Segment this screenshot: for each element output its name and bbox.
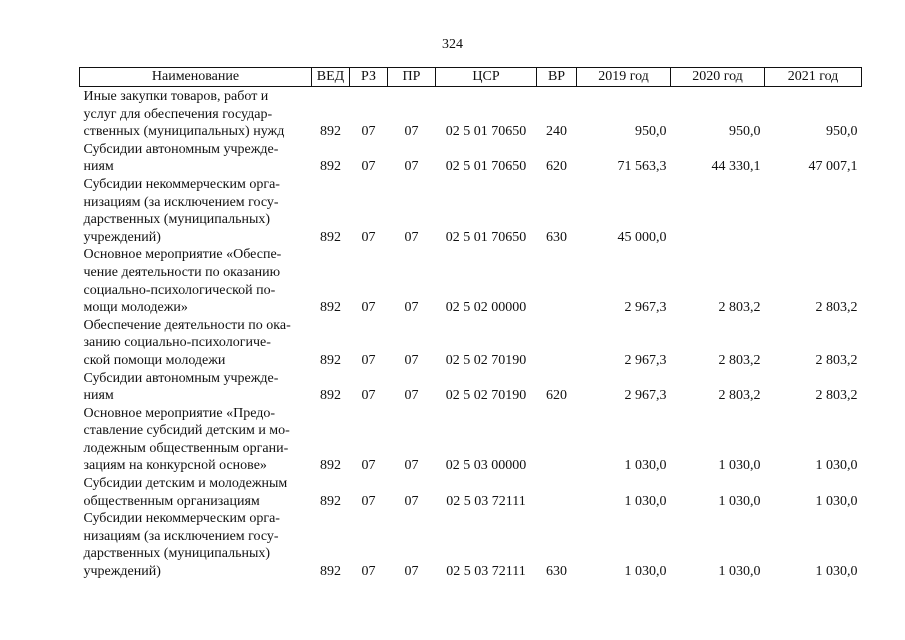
cell-rz: 07 xyxy=(361,159,376,175)
cell-pr: 07 xyxy=(404,229,419,245)
table-row xyxy=(80,317,862,370)
cell-2019: 2 967,3 xyxy=(624,300,667,316)
cell-ved: 892 xyxy=(320,458,341,474)
column-header-pr: ПР xyxy=(388,68,436,87)
table-row xyxy=(80,176,862,246)
cell-2019: 45 000,0 xyxy=(617,229,667,245)
cell-2021: 2 803,2 xyxy=(815,388,858,404)
cell-2021: 950,0 xyxy=(826,124,858,140)
cell-ved: 892 xyxy=(320,388,341,404)
cell-csr: 02 5 01 70650 xyxy=(445,229,527,245)
column-header-vr: ВР xyxy=(537,68,577,87)
cell-2020: 1 030,0 xyxy=(718,458,761,474)
cell-name-line: Субсидии некоммерческим орга- xyxy=(83,176,280,192)
cell-csr: 02 5 03 00000 xyxy=(445,458,527,474)
cell-2021: 2 803,2 xyxy=(815,300,858,316)
table-row xyxy=(80,405,862,475)
cell-vr xyxy=(537,405,577,475)
cell-name-line: Основное мероприятие «Обеспе- xyxy=(83,247,282,263)
cell-ved: 892 xyxy=(320,159,341,175)
column-header-2019: 2019 год xyxy=(577,68,671,87)
cell-vr xyxy=(537,317,577,370)
cell-name-line: учреждений) xyxy=(83,229,161,245)
cell-name-line: низациям (за исключением госу- xyxy=(83,194,279,210)
cell-ved: 892 xyxy=(320,124,341,140)
cell-name-line: дарственных (муниципальных) xyxy=(83,212,271,228)
cell-vr: 630 xyxy=(546,564,567,580)
table-row xyxy=(80,475,862,510)
cell-name xyxy=(80,87,312,141)
cell-name-line: Субсидии некоммерческим орга- xyxy=(83,511,280,527)
cell-2020: 950,0 xyxy=(729,124,761,140)
cell-name-line: чение деятельности по оказанию xyxy=(83,264,281,280)
cell-pr: 07 xyxy=(404,352,419,368)
cell-rz: 07 xyxy=(361,564,376,580)
cell-ved: 892 xyxy=(320,564,341,580)
cell-2019: 2 967,3 xyxy=(624,388,667,404)
cell-name-line: учреждений) xyxy=(83,564,161,580)
cell-name-line: Основное мероприятие «Предо- xyxy=(83,405,276,421)
column-header-name: Наименование xyxy=(80,68,312,87)
column-header-2020: 2020 год xyxy=(671,68,765,87)
table-row xyxy=(80,370,862,405)
cell-name-line: дарственных (муниципальных) xyxy=(83,546,271,562)
cell-pr: 07 xyxy=(404,564,419,580)
cell-2021: 1 030,0 xyxy=(815,493,858,509)
cell-name-line: мощи молодежи» xyxy=(83,300,188,316)
cell-name xyxy=(80,370,312,405)
page-number: 324 xyxy=(442,37,463,52)
column-header-csr: ЦСР xyxy=(436,68,537,87)
cell-2020: 2 803,2 xyxy=(718,300,761,316)
cell-vr: 630 xyxy=(546,229,567,245)
table-row xyxy=(80,141,862,176)
cell-name-line: ственных (муниципальных) нужд xyxy=(83,124,285,140)
cell-rz: 07 xyxy=(361,458,376,474)
cell-2021: 47 007,1 xyxy=(808,159,858,175)
cell-name-line: низациям (за исключением госу- xyxy=(83,528,279,544)
cell-name-line: общественным организациям xyxy=(83,493,260,509)
cell-csr: 02 5 01 70650 xyxy=(445,159,527,175)
cell-csr: 02 5 02 70190 xyxy=(445,352,527,368)
cell-ved: 892 xyxy=(320,300,341,316)
cell-2021 xyxy=(765,176,862,246)
cell-rz: 07 xyxy=(361,352,376,368)
cell-2020: 2 803,2 xyxy=(718,388,761,404)
cell-name xyxy=(80,475,312,510)
cell-rz: 07 xyxy=(361,388,376,404)
cell-vr: 620 xyxy=(546,159,567,175)
cell-2019: 71 563,3 xyxy=(617,159,667,175)
cell-name-line: Субсидии автономным учрежде- xyxy=(83,370,279,386)
cell-name-line: ниям xyxy=(83,388,114,404)
column-header-rz: РЗ xyxy=(350,68,388,87)
cell-2021: 1 030,0 xyxy=(815,564,858,580)
cell-vr xyxy=(537,246,577,316)
column-header-ved: ВЕД xyxy=(312,68,350,87)
cell-name-line: занию социально-психологиче- xyxy=(83,335,271,351)
cell-name-line: ниям xyxy=(83,159,114,175)
cell-name-line: зациям на конкурсной основе» xyxy=(83,458,267,474)
cell-vr xyxy=(537,475,577,510)
cell-rz: 07 xyxy=(361,229,376,245)
cell-pr: 07 xyxy=(404,300,419,316)
cell-pr: 07 xyxy=(404,159,419,175)
cell-vr: 240 xyxy=(546,124,567,140)
cell-name xyxy=(80,176,312,246)
cell-pr: 07 xyxy=(404,458,419,474)
cell-name-line: ставление субсидий детским и мо- xyxy=(83,423,290,439)
cell-2020: 44 330,1 xyxy=(711,159,761,175)
cell-pr: 07 xyxy=(404,388,419,404)
cell-name-line: Иные закупки товаров, работ и xyxy=(83,89,269,104)
cell-2021: 1 030,0 xyxy=(815,458,858,474)
cell-name-line: услуг для обеспечения государ- xyxy=(83,106,273,122)
cell-name xyxy=(80,317,312,370)
cell-name xyxy=(80,141,312,176)
table-row xyxy=(80,246,862,316)
table-header-row xyxy=(80,68,862,87)
cell-name xyxy=(80,510,312,580)
cell-ved: 892 xyxy=(320,229,341,245)
column-header-2021: 2021 год xyxy=(765,68,862,87)
cell-name-line: социально-психологической по- xyxy=(83,282,276,298)
table-row xyxy=(80,87,862,141)
cell-csr: 02 5 02 00000 xyxy=(445,300,527,316)
cell-name-line: Субсидии детским и молодежным xyxy=(83,476,288,492)
cell-2021: 2 803,2 xyxy=(815,352,858,368)
cell-2019: 1 030,0 xyxy=(624,493,667,509)
cell-pr: 07 xyxy=(404,493,419,509)
table-row xyxy=(80,510,862,580)
table-body xyxy=(80,87,862,581)
cell-2019: 2 967,3 xyxy=(624,352,667,368)
cell-pr: 07 xyxy=(404,124,419,140)
cell-name-line: лодежным общественным органи- xyxy=(83,440,289,456)
cell-name xyxy=(80,405,312,475)
cell-2019: 1 030,0 xyxy=(624,564,667,580)
budget-table xyxy=(79,67,862,581)
cell-ved: 892 xyxy=(320,493,341,509)
cell-rz: 07 xyxy=(361,493,376,509)
cell-name-line: ской помощи молодежи xyxy=(83,352,226,368)
cell-csr: 02 5 02 70190 xyxy=(445,388,527,404)
cell-csr: 02 5 01 70650 xyxy=(445,124,527,140)
cell-name-line: Субсидии автономным учрежде- xyxy=(83,141,279,157)
cell-2020: 1 030,0 xyxy=(718,564,761,580)
cell-rz: 07 xyxy=(361,300,376,316)
cell-name xyxy=(80,246,312,316)
cell-2020: 1 030,0 xyxy=(718,493,761,509)
cell-2019: 950,0 xyxy=(635,124,667,140)
cell-2019: 1 030,0 xyxy=(624,458,667,474)
cell-csr: 02 5 03 72111 xyxy=(446,564,526,580)
cell-vr: 620 xyxy=(546,388,567,404)
cell-ved: 892 xyxy=(320,352,341,368)
cell-csr: 02 5 03 72111 xyxy=(446,493,526,509)
cell-name-line: Обеспечение деятельности по ока- xyxy=(83,317,291,333)
cell-rz: 07 xyxy=(361,124,376,140)
cell-2020 xyxy=(671,176,765,246)
cell-2020: 2 803,2 xyxy=(718,352,761,368)
